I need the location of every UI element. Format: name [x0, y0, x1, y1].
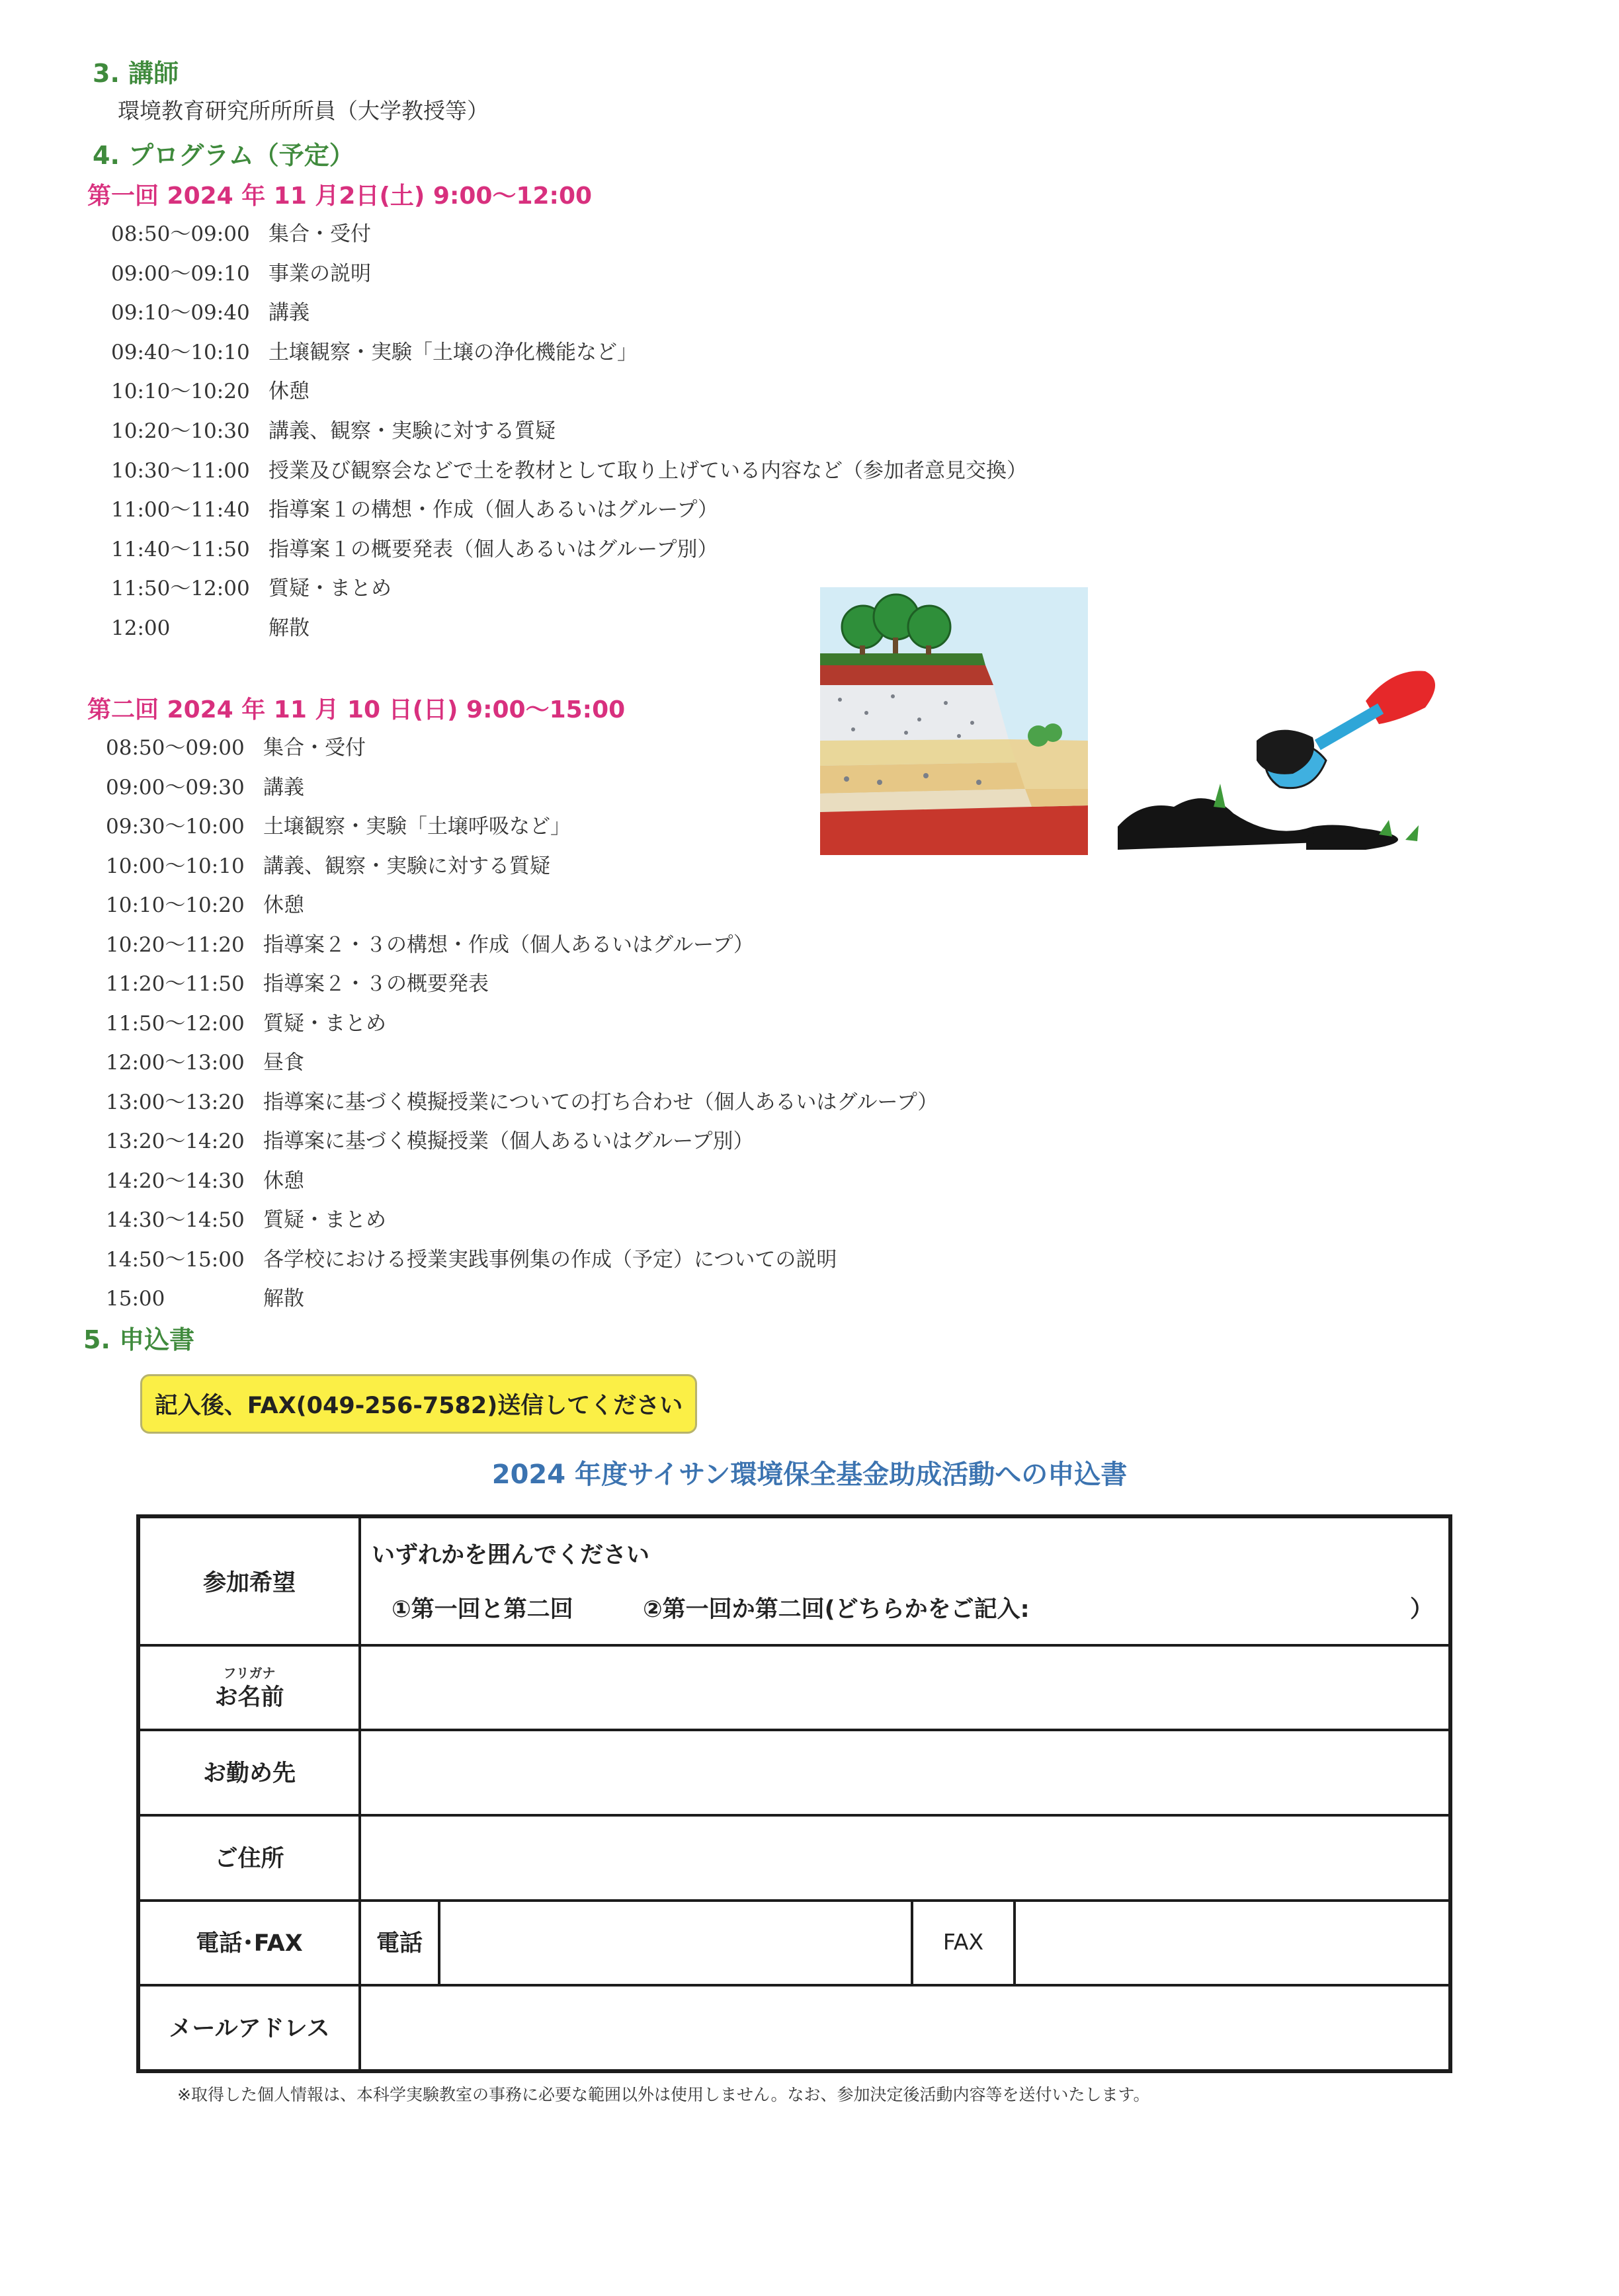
- schedule-description: 講義、観察・実験に対する質疑: [263, 854, 550, 878]
- schedule-time: 13:20～14:20: [106, 1129, 245, 1153]
- schedule-row: [111, 414, 556, 444]
- schedule-description: 講義: [269, 301, 310, 325]
- schedule-row: [106, 1006, 386, 1036]
- session1-title: 第一回 2024 年 11 月2日(土) 9:00～12:00: [87, 183, 593, 210]
- option-close-paren: ）: [1410, 1596, 1434, 1623]
- schedule-row: [106, 1164, 304, 1194]
- schedule-description: 事業の説明: [269, 261, 371, 286]
- schedule-time: 10:00～10:10: [106, 854, 245, 878]
- schedule-row: [111, 374, 310, 404]
- schedule-row: [111, 493, 718, 522]
- schedule-time: 09:40～10:10: [111, 340, 250, 364]
- schedule-time: 11:50～12:00: [106, 1011, 245, 1036]
- lecturer-text: 環境教育研究所所所員（大学教授等）: [118, 98, 489, 124]
- schedule-description: 休憩: [269, 380, 310, 404]
- option-both-sessions[interactable]: ①第一回と第二回: [392, 1596, 573, 1623]
- schedule-time: 08:50～09:00: [111, 222, 250, 246]
- lecturer-heading: 3. 講師: [93, 59, 179, 88]
- form-title: 2024 年度サイサン環境保全基金助成活動への申込書: [491, 1459, 1128, 1490]
- schedule-row: [111, 454, 1027, 483]
- schedule-row: [106, 1243, 837, 1272]
- schedule-description: 集合・受付: [263, 736, 366, 760]
- schedule-row: [111, 532, 718, 562]
- schedule-description: 指導案１の構想・作成（個人あるいはグループ）: [269, 498, 718, 522]
- employer-field[interactable]: [361, 1731, 1448, 1814]
- email-field[interactable]: [361, 1987, 1448, 2069]
- phone-field[interactable]: [440, 1902, 911, 1984]
- program-heading: 4. プログラム（予定）: [93, 141, 354, 170]
- fax-field[interactable]: [1016, 1902, 1448, 1984]
- employer-label: お勤め先: [202, 1760, 296, 1787]
- schedule-description: 指導案に基づく模擬授業（個人あるいはグループ別）: [263, 1129, 754, 1153]
- schedule-description: 指導案２・３の構想・作成（個人あるいはグループ）: [263, 932, 754, 957]
- schedule-row: [111, 571, 392, 601]
- schedule-time: 14:50～15:00: [106, 1247, 245, 1272]
- schedule-time: 13:00～13:20: [106, 1090, 245, 1114]
- schedule-row: [106, 967, 489, 997]
- schedule-row: [106, 1046, 304, 1075]
- schedule-time: 10:20～11:20: [106, 932, 245, 957]
- schedule-description: 質疑・まとめ: [269, 577, 392, 601]
- schedule-row: [106, 809, 571, 839]
- schedule-description: 質疑・まとめ: [263, 1208, 386, 1232]
- fax-instruction-banner: 記入後、FAX(049-256-7582)送信してください: [140, 1374, 697, 1434]
- schedule-description: 各学校における授業実践事例集の作成（予定）についての説明: [263, 1247, 837, 1272]
- schedule-row: [106, 888, 304, 918]
- application-form-table: [136, 1514, 1452, 2073]
- schedule-description: 昼食: [263, 1051, 304, 1075]
- schedule-time: 09:30～10:00: [106, 815, 245, 839]
- schedule-description: 休憩: [263, 893, 304, 917]
- schedule-row: [111, 335, 638, 365]
- schedule-time: 10:10～10:20: [111, 380, 250, 404]
- schedule-description: 講義: [263, 775, 304, 800]
- schedule-row: [111, 611, 310, 641]
- name-label: お名前: [214, 1684, 284, 1711]
- schedule-time: 09:10～09:40: [111, 301, 250, 325]
- schedule-time: 08:50～09:00: [106, 736, 245, 760]
- schedule-time: 09:00～09:10: [111, 261, 250, 286]
- schedule-row: [106, 849, 550, 879]
- schedule-row: [111, 217, 371, 247]
- schedule-row: [106, 1085, 938, 1115]
- schedule-time: 14:20～14:30: [106, 1168, 245, 1193]
- schedule-time: 15:00: [106, 1287, 165, 1311]
- email-label: メールアドレス: [169, 2015, 330, 2042]
- schedule-time: 12:00: [111, 616, 171, 640]
- schedule-row: [106, 770, 304, 800]
- schedule-description: 質疑・まとめ: [263, 1011, 386, 1036]
- schedule-description: 土壌観察・実験「土壌の浄化機能など」: [269, 340, 638, 364]
- schedule-description: 指導案１の概要発表（個人あるいはグループ別）: [269, 537, 718, 561]
- schedule-time: 10:20～10:30: [111, 419, 250, 443]
- schedule-time: 11:50～12:00: [111, 577, 250, 601]
- phone-label: 電話: [376, 1930, 423, 1957]
- schedule-time: 12:00～13:00: [106, 1051, 245, 1075]
- session2-title: 第二回 2024 年 11 月 10 日(日) 9:00～15:00: [87, 696, 626, 723]
- fax-label: FAX: [942, 1928, 984, 1955]
- schedule-description: 解散: [269, 616, 310, 640]
- name-field[interactable]: [361, 1647, 1448, 1729]
- privacy-note: ※取得した個人情報は、本科学実験教室の事務に必要な範囲以外は使用しません。なお、参加決定後活動内容等を送付いたします。: [177, 2085, 1150, 2104]
- schedule-description: 土壌観察・実験「土壌呼吸など」: [263, 815, 571, 839]
- schedule-row: [106, 1203, 386, 1233]
- address-field[interactable]: [361, 1817, 1448, 1899]
- schedule-description: 指導案２・３の概要発表: [263, 972, 489, 996]
- schedule-row: [111, 296, 310, 325]
- garden-trowel-illustration: [1114, 661, 1455, 860]
- soil-cross-section-illustration: [820, 587, 1088, 855]
- schedule-description: 授業及び観察会などで土を教材として取り上げている内容など（参加者意見交換）: [269, 458, 1027, 483]
- schedule-row: [106, 1282, 304, 1311]
- participation-instruction: いずれかを囲んでください: [372, 1542, 650, 1569]
- option-either-session[interactable]: ②第一回か第二回(どちらかをご記入:: [643, 1596, 1030, 1623]
- schedule-description: 指導案に基づく模擬授業についての打ち合わせ（個人あるいはグループ）: [263, 1090, 938, 1114]
- schedule-time: 11:20～11:50: [106, 972, 245, 996]
- schedule-description: 休憩: [263, 1168, 304, 1193]
- furigana-label: フリガナ: [223, 1665, 276, 1681]
- address-label: ご住所: [214, 1845, 284, 1872]
- schedule-row: [106, 1124, 754, 1154]
- schedule-description: 解散: [263, 1287, 304, 1311]
- schedule-time: 09:00～09:30: [106, 775, 245, 800]
- schedule-time: 11:00～11:40: [111, 498, 250, 522]
- schedule-description: 講義、観察・実験に対する質疑: [269, 419, 556, 443]
- phone-fax-label: 電話･FAX: [196, 1930, 303, 1957]
- schedule-row: [106, 928, 754, 958]
- schedule-description: 集合・受付: [269, 222, 371, 246]
- schedule-row: [106, 731, 366, 760]
- application-heading: 5. 申込書: [83, 1325, 195, 1354]
- schedule-row: [111, 257, 371, 286]
- schedule-time: 11:40～11:50: [111, 537, 250, 561]
- schedule-time: 14:30～14:50: [106, 1208, 245, 1232]
- schedule-time: 10:10～10:20: [106, 893, 245, 917]
- schedule-time: 10:30～11:00: [111, 458, 250, 483]
- participation-label: 参加希望: [202, 1570, 296, 1596]
